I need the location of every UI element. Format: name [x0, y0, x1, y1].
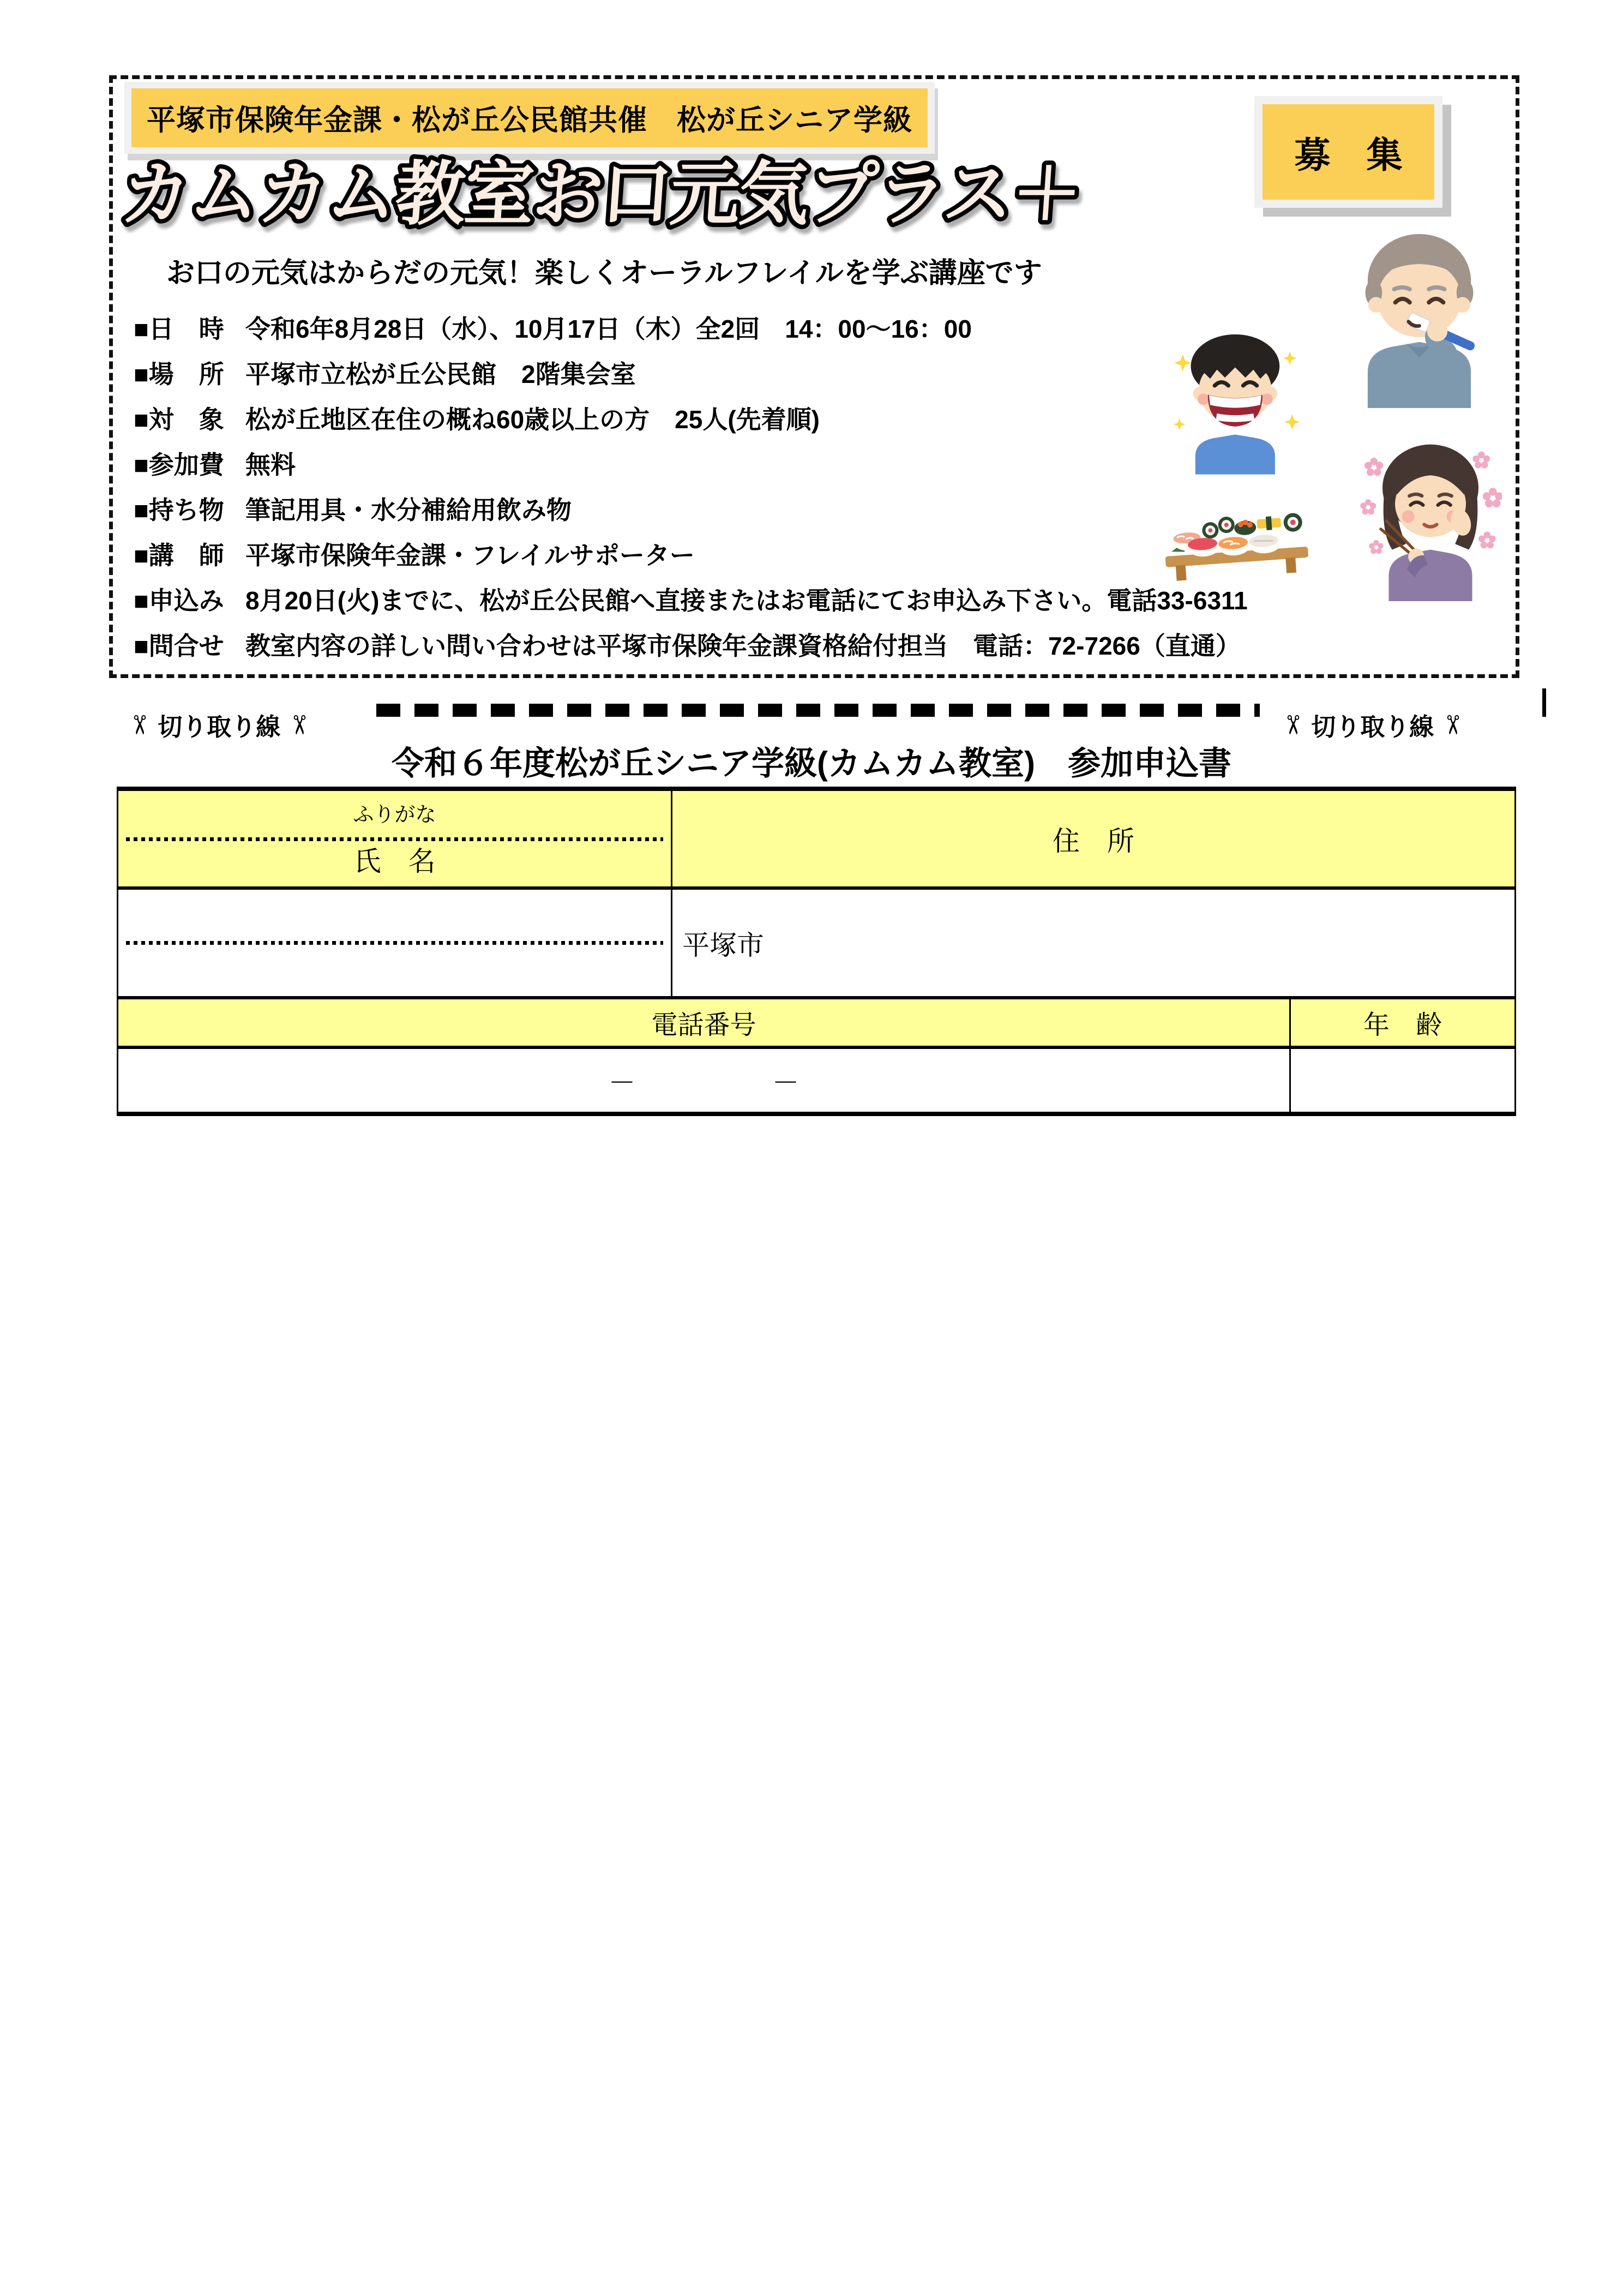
address-label: 住 所	[1053, 825, 1134, 856]
detail-text: 8月20日(火)までに、松が丘公民館へ直接またはお電話にてお申込み下さい。電話33-6311	[245, 586, 1248, 615]
form-input-row-name-address	[118, 890, 1514, 999]
cut-line-text: 切り取り線	[158, 713, 281, 741]
detail-row-contact	[134, 621, 1248, 667]
detail-row-target	[134, 395, 1248, 440]
detail-label: ■場 所	[134, 359, 224, 388]
detail-row-fee	[134, 440, 1248, 485]
age-header-cell: 年 齢	[1363, 1011, 1442, 1040]
application-form-table	[117, 787, 1516, 1116]
furigana-label: ふりがな	[353, 804, 436, 826]
recruit-badge-text: 募 集	[1294, 135, 1403, 175]
name-header-cell	[118, 791, 672, 886]
recruit-badge-frame	[1254, 96, 1442, 208]
detail-text: 無料	[245, 450, 296, 479]
address-prefill: 平塚市	[682, 930, 764, 961]
detail-row-bring	[134, 485, 1248, 531]
detail-text: 松が丘地区在住の概ね60歳以上の方 25人(先着順)	[245, 405, 820, 434]
detail-label: ■申込み	[134, 586, 224, 615]
detail-text: 平塚市保険年金課・フレイルサポーター	[245, 541, 695, 569]
name-dotted-line	[126, 941, 663, 945]
detail-row-place	[134, 350, 1248, 395]
name-label: 氏 名	[353, 846, 436, 877]
cut-line-label-right	[1278, 707, 1467, 742]
detail-text: 令和6年8月28日（水）、10月17日（木）全2回 14：00～16：00	[245, 314, 972, 343]
cut-line-dashes	[376, 704, 1260, 717]
detail-row-datetime	[134, 304, 1248, 350]
detail-label: ■日 時	[134, 314, 224, 343]
phone-header-cell: 電話番号	[118, 999, 1291, 1046]
scissors-icon: ✂	[1278, 714, 1307, 736]
detail-row-lecturer	[134, 531, 1248, 576]
address-header-cell	[672, 791, 1514, 886]
detail-label: ■参加費	[134, 450, 224, 479]
form-header-row-phone-age	[118, 999, 1514, 1049]
detail-row-apply	[134, 576, 1248, 621]
phone-input-cell	[118, 1049, 1291, 1112]
detail-label: ■対 象	[134, 405, 224, 434]
detail-label: ■問合せ	[134, 631, 224, 660]
scissors-icon: ✂	[1438, 714, 1467, 736]
detail-text: 平塚市立松が丘公民館 2階集会室	[245, 359, 636, 388]
address-input-cell	[672, 890, 1514, 996]
subtitle: お口の元気はからだの元気！楽しくオーラルフレイルを学ぶ講座です	[166, 257, 1042, 289]
detail-text: 筆記用具・水分補給用飲み物	[245, 495, 572, 524]
scissors-icon: ✂	[124, 714, 154, 736]
cut-line-label-left	[124, 707, 314, 742]
cut-line-text: 切り取り線	[1311, 713, 1434, 741]
age-input-cell	[1291, 1049, 1514, 1112]
form-input-row-phone-age	[118, 1049, 1514, 1112]
details-list	[134, 304, 1248, 667]
main-title	[117, 136, 1186, 243]
name-input-cell	[118, 890, 672, 996]
detail-label: ■講 師	[134, 541, 224, 569]
detail-label: ■持ち物	[134, 495, 224, 524]
header-band-text: 平塚市保険年金課・松が丘公民館共催 松が丘シニア学級	[147, 104, 912, 136]
stray-mark	[1542, 688, 1546, 717]
scissors-icon: ✂	[284, 714, 314, 736]
main-title-text: カムカム教室お口元気プラス＋	[118, 154, 1084, 235]
detail-text: 教室内容の詳しい問い合わせは平塚市保険年金課資格給付担当 電話：72-7266（直通）	[245, 631, 1241, 660]
phone-format-dashes: － －	[608, 1067, 800, 1098]
recruit-badge	[1263, 104, 1434, 200]
application-form-title: 令和６年度松が丘シニア学級(カムカム教室) 参加申込書	[392, 745, 1231, 782]
form-header-row-name-address	[118, 791, 1514, 890]
